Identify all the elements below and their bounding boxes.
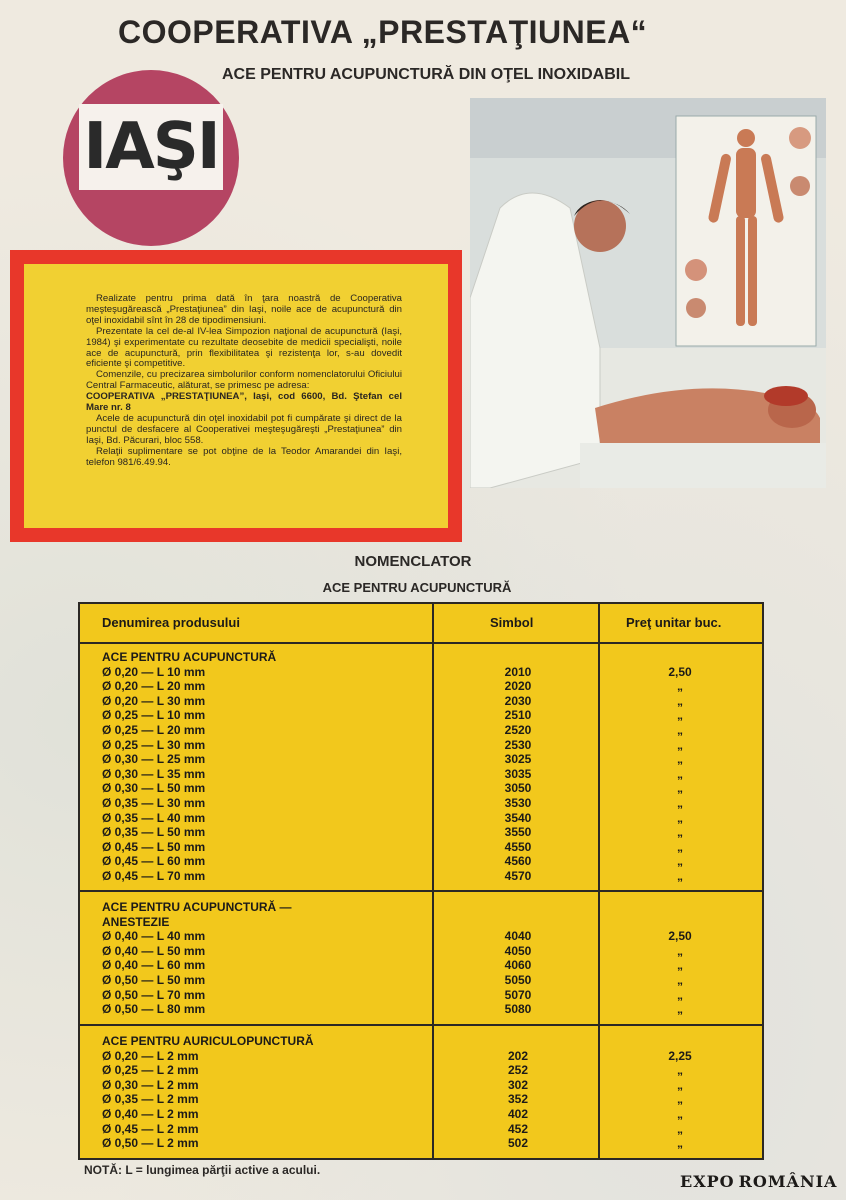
group-heading (80, 650, 762, 665)
price-cell: „ (677, 1121, 683, 1136)
table-row (80, 929, 762, 944)
table-row (80, 1049, 762, 1064)
price-cell: „ (677, 839, 683, 854)
product-cell: Ø 0,35 — L 2 mm (102, 1092, 199, 1107)
product-cell: Ø 0,20 — L 30 mm (102, 693, 206, 708)
table-header (80, 604, 762, 644)
group-heading-text: ACE PENTRU AURICULOPUNCTURĂ (102, 1034, 314, 1048)
info-paragraph: Prezentate la cel de-al IV-lea Simpozion naţional de acupunctură (Iaşi, 1984) şi experimentate cu rezultate deosebite de medicii specialişti, noile ace de acupunctură, prin flexibilitatea şi rezistenţa lor, s-au dovedit eficiente şi competitive. (86, 325, 402, 370)
symbol-cell: 4060 (504, 958, 532, 973)
table-group (80, 1034, 762, 1151)
product-cell: Ø 0,20 — L 20 mm (102, 679, 206, 694)
product-cell: Ø 0,30 — L 35 mm (102, 766, 206, 781)
symbol-cell: 2530 (504, 737, 532, 752)
page-title: COOPERATIVA „PRESTAŢIUNEA“ (118, 14, 648, 50)
symbol-cell: 3530 (504, 795, 532, 810)
symbol-cell: 3035 (504, 766, 532, 781)
symbol-cell: 4560 (504, 854, 532, 869)
group-divider (80, 1024, 762, 1026)
price-cell: „ (677, 679, 683, 694)
header-product: Denumirea produsului (102, 615, 240, 630)
symbol-cell: 4570 (504, 868, 532, 883)
product-cell: Ø 0,30 — L 2 mm (102, 1077, 199, 1092)
table-group (80, 900, 762, 1017)
price-cell: „ (677, 795, 683, 810)
product-cell: Ø 0,50 — L 80 mm (102, 1002, 206, 1017)
product-cell: Ø 0,45 — L 60 mm (102, 854, 206, 869)
price-cell: „ (677, 958, 683, 973)
table-row (80, 988, 762, 1003)
price-cell: „ (677, 854, 683, 869)
product-cell: Ø 0,50 — L 70 mm (102, 987, 206, 1002)
product-cell: Ø 0,35 — L 30 mm (102, 795, 206, 810)
group-heading (80, 900, 762, 915)
table-row (80, 752, 762, 767)
table-row (80, 723, 762, 738)
watermark-logo (676, 1170, 838, 1192)
symbol-cell: 4550 (504, 839, 532, 854)
price-cell: „ (677, 1136, 683, 1151)
group-divider (80, 890, 762, 892)
product-cell: Ø 0,40 — L 50 mm (102, 943, 206, 958)
product-cell: Ø 0,25 — L 10 mm (102, 708, 206, 723)
price-cell: 2,50 (668, 664, 692, 679)
symbol-cell: 3540 (504, 810, 532, 825)
product-cell: Ø 0,35 — L 50 mm (102, 825, 206, 840)
symbol-cell: 2030 (504, 693, 532, 708)
table-row (80, 708, 762, 723)
price-cell: 2,25 (668, 1048, 692, 1063)
table-row (80, 840, 762, 855)
table-row (80, 767, 762, 782)
product-cell: Ø 0,35 — L 40 mm (102, 810, 206, 825)
symbol-cell: 2010 (504, 664, 532, 679)
symbol-cell: 2520 (504, 722, 532, 737)
header-symbol: Simbol (490, 615, 534, 630)
table-row (80, 694, 762, 709)
nomenclator-title: NOMENCLATOR (354, 553, 472, 570)
table-row (80, 944, 762, 959)
city-badge (63, 70, 239, 246)
product-cell: Ø 0,25 — L 20 mm (102, 722, 206, 737)
product-cell: Ø 0,40 — L 60 mm (102, 958, 206, 973)
table-row (80, 854, 762, 869)
product-cell: Ø 0,30 — L 25 mm (102, 752, 206, 767)
price-cell: „ (677, 1002, 683, 1017)
product-cell: Ø 0,40 — L 2 mm (102, 1106, 199, 1121)
price-cell: „ (677, 693, 683, 708)
table-row (80, 781, 762, 796)
symbol-cell: 3550 (504, 825, 532, 840)
table-row (80, 1063, 762, 1078)
symbol-cell: 452 (507, 1121, 529, 1136)
price-cell: „ (677, 1092, 683, 1107)
info-box (10, 250, 462, 542)
table-group (80, 650, 762, 884)
group-heading-text: ANESTEZIE (102, 914, 170, 929)
city-badge-box (79, 104, 223, 190)
symbol-cell: 5070 (504, 987, 532, 1002)
table-row (80, 825, 762, 840)
symbol-cell: 302 (507, 1077, 529, 1092)
price-cell: „ (677, 1106, 683, 1121)
product-cell: Ø 0,50 — L 50 mm (102, 972, 206, 987)
watermark-right: ROMÂNIA (738, 1171, 838, 1191)
group-heading-text: ACE PENTRU ACUPUNCTURĂ (102, 650, 277, 664)
product-cell: Ø 0,45 — L 50 mm (102, 839, 206, 854)
table-row (80, 811, 762, 826)
nomenclator-subtitle: ACE PENTRU ACUPUNCTURĂ (322, 580, 512, 595)
acupuncture-photo (470, 98, 826, 488)
symbol-cell: 3050 (504, 781, 532, 796)
info-paragraph: Acele de acupunctură din oţel inoxidabil pot fi cumpărate şi direct de la punctul de desfacere al Cooperativei meşteşugăreşti „Prestaţiunea” din Iaşi, Bd. Păcurari, bloc 558. (86, 412, 402, 446)
symbol-cell: 3025 (504, 752, 532, 767)
product-cell: Ø 0,20 — L 10 mm (102, 664, 206, 679)
table-row (80, 973, 762, 988)
table-row (80, 665, 762, 680)
symbol-cell: 202 (507, 1048, 529, 1063)
price-cell: „ (677, 752, 683, 767)
price-cell: „ (677, 810, 683, 825)
product-cell: Ø 0,45 — L 2 mm (102, 1121, 199, 1136)
price-cell: „ (677, 825, 683, 840)
table-row (80, 1107, 762, 1122)
info-address: COOPERATIVA „PRESTAŢIUNEA”, Iaşi, cod 6600, Bd. Ştefan cel Mare nr. 8 (86, 391, 402, 414)
table-row (80, 1002, 762, 1017)
table-row (80, 1078, 762, 1093)
price-cell: „ (677, 1077, 683, 1092)
symbol-cell: 402 (507, 1106, 529, 1121)
price-cell: 2,50 (668, 929, 692, 944)
symbol-cell: 4040 (504, 929, 532, 944)
price-cell: „ (677, 766, 683, 781)
info-paragraph: Comenzile, cu precizarea simbolurilor conform nomenclatorului Oficiului Central Farmaceutic, alăturat, se primesc pe adresa: (86, 369, 402, 392)
price-cell: „ (677, 708, 683, 723)
group-heading (80, 1034, 762, 1049)
table-row (80, 1136, 762, 1151)
price-table (78, 602, 764, 1160)
header-price: Preţ unitar buc. (626, 615, 722, 630)
table-row (80, 958, 762, 973)
symbol-cell: 2510 (504, 708, 532, 723)
info-paragraph: Relaţii suplimentare se pot obţine de la Teodor Amarandei din Iaşi, telefon 981/6.49.94. (86, 445, 402, 468)
page-subtitle: ACE PENTRU ACUPUNCTURĂ DIN OŢEL INOXIDABIL (222, 66, 631, 83)
product-cell: Ø 0,40 — L 40 mm (102, 929, 206, 944)
watermark-left: EXPO (680, 1171, 735, 1191)
symbol-cell: 252 (507, 1063, 529, 1078)
table-note: NOTĂ: L = lungimea părţii active a acului. (84, 1163, 321, 1177)
city-badge-text: IAŞI (83, 110, 219, 184)
group-heading-text: ACE PENTRU ACUPUNCTURĂ — (102, 900, 292, 914)
table-row (80, 679, 762, 694)
table-row (80, 869, 762, 884)
symbol-cell: 4050 (504, 943, 532, 958)
product-cell: Ø 0,25 — L 2 mm (102, 1063, 199, 1078)
symbol-cell: 2020 (504, 679, 532, 694)
table-row (80, 738, 762, 753)
price-cell: „ (677, 943, 683, 958)
symbol-cell: 5080 (504, 1002, 532, 1017)
info-paragraph: Realizate pentru prima dată în ţara noastră de Cooperativa meşteşugărească „Prestaţiunea” din Iaşi, noile ace de acupunctură din oţel inoxidabil sînt în 28 de tipodimensiuni. (86, 293, 402, 326)
info-box-text (24, 264, 448, 528)
price-cell: „ (677, 722, 683, 737)
price-cell: „ (677, 737, 683, 752)
price-cell: „ (677, 1063, 683, 1078)
product-cell: Ø 0,20 — L 2 mm (102, 1048, 199, 1063)
price-cell: „ (677, 868, 683, 883)
table-row (80, 796, 762, 811)
symbol-cell: 5050 (504, 972, 532, 987)
table-row (80, 1122, 762, 1137)
product-cell: Ø 0,45 — L 70 mm (102, 868, 206, 883)
table-row (80, 1092, 762, 1107)
price-cell: „ (677, 972, 683, 987)
symbol-cell: 502 (507, 1136, 529, 1151)
product-cell: Ø 0,50 — L 2 mm (102, 1136, 199, 1151)
product-cell: Ø 0,25 — L 30 mm (102, 737, 206, 752)
product-cell: Ø 0,30 — L 50 mm (102, 781, 206, 796)
symbol-cell: 352 (507, 1092, 529, 1107)
price-cell: „ (677, 781, 683, 796)
price-cell: „ (677, 987, 683, 1002)
group-heading (80, 915, 762, 930)
